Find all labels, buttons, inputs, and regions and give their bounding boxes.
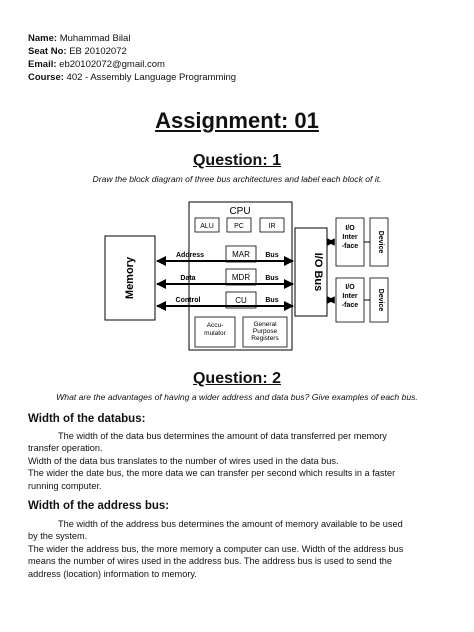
addrbus-text [28,518,448,580]
iface1-line1: I/O [345,225,355,232]
iface2-line3: -face [341,302,359,309]
control-bus-label: Bus [265,297,279,304]
question-2-heading: Question: 2 [192,370,281,387]
course-line: Course: 402 - Assembly Language Programming [28,72,237,83]
databus-p1b: transfer operation. [28,443,103,454]
mar-label: MAR [232,250,250,259]
device-2-label: Device [377,288,384,312]
seat-value: EB 20102072 [69,46,127,57]
databus-p3: The wider the date bus, the more data we can transfer per second which results in a faster [28,468,396,479]
header-info [28,32,236,84]
name-value: Muhammad Bilal [59,33,131,44]
addrbus-p2c: address (location) information to memory. [28,568,197,579]
ir-label: IR [268,223,276,230]
pc-label: PC [234,223,244,230]
address-label: Address [175,252,205,259]
question-2-prompt: What are the advantages of having a wider address and data bus? Give examples of each bus. [56,392,418,402]
control-label: Control [175,297,201,304]
iface2-line1: I/O [345,284,355,291]
seat-line: Seat No: EB 20102072 [28,46,127,57]
email-value: eb20102072@gmail.com [59,59,165,70]
iface1-line2: Inter [342,234,358,241]
memory-label: Memory [124,256,136,300]
address-bus-label: Bus [265,252,279,259]
databus-text [28,430,448,492]
addrbus-p2: The wider the address bus, the more memory a computer can use. Width of the address bus [28,543,404,554]
addrbus-p1: The width of the address bus determines the amount of memory available to be used [58,519,403,529]
assignment-title: Assignment: 01 [155,108,319,133]
databus-p2: Width of the data bus translates to the number of wires used in the data bus. [28,455,339,466]
device-1-label: Device [377,230,384,254]
email-line: Email: eb20102072@gmail.com [28,59,165,70]
name-line: Name: Muhammad Bilal [28,33,131,44]
gpr-line3: Registers [251,335,279,342]
bus-architecture-diagram [100,198,400,354]
mdr-label: MDR [231,273,251,282]
databus-heading: Width of the databus: [28,413,146,425]
acc-line2: mulator [204,330,226,337]
alu-label: ALU [200,223,214,230]
addrbus-heading: Width of the address bus: [28,500,170,512]
io-bus-label: I/O Bus [312,252,324,292]
data-bus-label: Bus [265,275,279,282]
addrbus-p1b: by the system. [28,531,88,542]
databus-p1: The width of the data bus determines the amount of data transferred per memory [58,431,387,441]
cu-label: CU [235,296,247,305]
gpr-line1: General [253,321,277,328]
course-value: 402 - Assembly Language Programming [66,72,237,83]
gpr-line2: Purpose [252,328,278,335]
question-1-heading: Question: 1 [192,152,281,169]
data-label: Data [180,275,196,282]
iface2-line2: Inter [342,293,358,300]
addrbus-p2b: means the number of wires used in the address bus. The address bus is used to send the [28,556,392,567]
cpu-label: CPU [229,206,251,217]
question-1-prompt: Draw the block diagram of three bus architectures and label each block of it. [92,174,382,184]
databus-p3b: running computer. [28,480,102,491]
acc-line1: Accu- [206,322,224,329]
iface1-line3: -face [341,243,359,250]
